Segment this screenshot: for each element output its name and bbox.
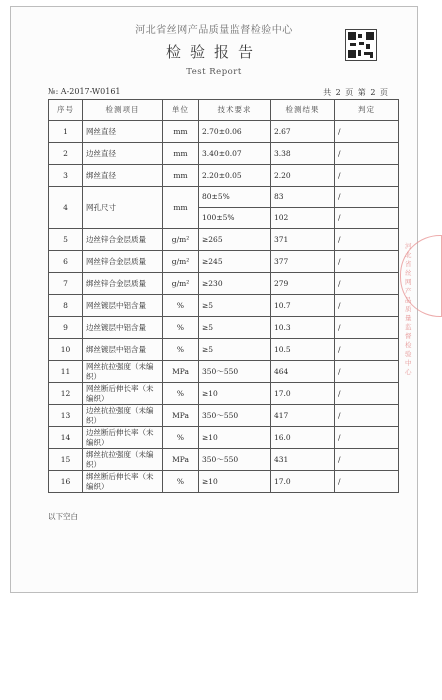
cell-result: 17.0 — [271, 471, 335, 493]
cell-requirement: 3.40±0.07 — [199, 143, 271, 165]
cell-result: 431 — [271, 449, 335, 471]
cell-requirement: 2.20±0.05 — [199, 165, 271, 187]
cell-result: 83 — [271, 187, 335, 208]
cell-result: 377 — [271, 251, 335, 273]
table-row — [49, 449, 399, 471]
cell-no: 11 — [49, 361, 83, 383]
page-indicator: 共 2 页 第 2 页 — [323, 88, 389, 97]
cell-no: 7 — [49, 273, 83, 295]
organization-header: 河北省丝网产品质量监督检验中心 — [135, 25, 293, 36]
cell-verdict: / — [335, 383, 399, 405]
cell-result: 102 — [271, 208, 335, 229]
cell-requirement: ≥10 — [199, 471, 271, 493]
cell-requirement: ≥10 — [199, 383, 271, 405]
table-row — [49, 405, 399, 427]
cell-verdict: / — [335, 121, 399, 143]
cell-result: 464 — [271, 361, 335, 383]
cell-result: 10.7 — [271, 295, 335, 317]
cell-verdict: / — [335, 251, 399, 273]
cell-no: 2 — [49, 143, 83, 165]
test-results-table — [48, 99, 399, 493]
cell-no: 9 — [49, 317, 83, 339]
cell-verdict: / — [335, 405, 399, 427]
table-row — [49, 251, 399, 273]
cell-verdict: / — [335, 471, 399, 493]
cell-no: 4 — [49, 187, 83, 229]
cell-unit: g/m² — [163, 229, 199, 251]
cell-requirement: ≥5 — [199, 295, 271, 317]
cell-requirement: 80±5% — [199, 187, 271, 208]
cell-verdict: / — [335, 427, 399, 449]
cell-result: 279 — [271, 273, 335, 295]
cell-unit: % — [163, 339, 199, 361]
cell-requirement: ≥265 — [199, 229, 271, 251]
cell-item: 边丝抗拉强度（未编织） — [83, 405, 163, 427]
cell-unit: % — [163, 317, 199, 339]
cell-item: 边丝锌合金层质量 — [83, 229, 163, 251]
cell-no: 1 — [49, 121, 83, 143]
cell-no: 14 — [49, 427, 83, 449]
cell-verdict: / — [335, 273, 399, 295]
table-row-mesh-a — [49, 187, 399, 208]
cell-result: 10.3 — [271, 317, 335, 339]
header-unit: 单位 — [163, 100, 199, 121]
cell-unit: MPa — [163, 449, 199, 471]
cell-no: 16 — [49, 471, 83, 493]
cell-item: 网孔尺寸 — [83, 187, 163, 229]
cell-no: 10 — [49, 339, 83, 361]
header-verdict: 判定 — [335, 100, 399, 121]
stamp-text: 河北省丝网产品质量监督检验中心 — [405, 242, 412, 376]
cell-requirement: 350～550 — [199, 361, 271, 383]
table-row — [49, 165, 399, 187]
header-no: 序号 — [49, 100, 83, 121]
cell-verdict: / — [335, 361, 399, 383]
table-row — [49, 361, 399, 383]
cell-unit: % — [163, 427, 199, 449]
cell-item: 绑丝镀层中铝含量 — [83, 339, 163, 361]
cell-no: 12 — [49, 383, 83, 405]
cell-no: 13 — [49, 405, 83, 427]
cell-result: 10.5 — [271, 339, 335, 361]
cell-result: 16.0 — [271, 427, 335, 449]
cell-verdict: / — [335, 229, 399, 251]
cell-item: 绑丝断后伸长率（未编织） — [83, 471, 163, 493]
report-title: 检验报告 — [165, 43, 262, 61]
cell-item: 绑丝抗拉强度（未编织） — [83, 449, 163, 471]
report-number: №: A-2017-W0161 — [48, 87, 121, 96]
table-row — [49, 317, 399, 339]
cell-verdict: / — [335, 208, 399, 229]
cell-result: 3.38 — [271, 143, 335, 165]
table-row — [49, 273, 399, 295]
cell-no: 8 — [49, 295, 83, 317]
cell-result: 2.67 — [271, 121, 335, 143]
cell-item: 网丝断后伸长率（未编织） — [83, 383, 163, 405]
table-row — [49, 339, 399, 361]
cell-item: 绑丝锌合金层质量 — [83, 273, 163, 295]
table-row — [49, 471, 399, 493]
cell-requirement: ≥5 — [199, 339, 271, 361]
table-row — [49, 143, 399, 165]
cell-verdict: / — [335, 143, 399, 165]
report-subtitle: Test Report — [186, 67, 242, 77]
inspection-seal-stamp — [400, 235, 442, 376]
cell-no: 15 — [49, 449, 83, 471]
cell-unit: g/m² — [163, 273, 199, 295]
cell-unit: mm — [163, 143, 199, 165]
table-header-row — [49, 100, 399, 121]
cell-unit: g/m² — [163, 251, 199, 273]
cell-requirement: 100±5% — [199, 208, 271, 229]
cell-unit: MPa — [163, 405, 199, 427]
report-page — [10, 6, 418, 593]
cell-unit: mm — [163, 187, 199, 229]
cell-unit: % — [163, 383, 199, 405]
cell-no: 5 — [49, 229, 83, 251]
cell-requirement: 350～550 — [199, 405, 271, 427]
cell-requirement: 2.70±0.06 — [199, 121, 271, 143]
cell-unit: mm — [163, 165, 199, 187]
table-row — [49, 229, 399, 251]
cell-item: 绑丝直径 — [83, 165, 163, 187]
table-row — [49, 121, 399, 143]
header-item: 检测项目 — [83, 100, 163, 121]
cell-unit: % — [163, 471, 199, 493]
cell-item: 网丝抗拉强度（未编织） — [83, 361, 163, 383]
cell-result: 371 — [271, 229, 335, 251]
footer-note: 以下空白 — [48, 512, 78, 521]
cell-no: 6 — [49, 251, 83, 273]
cell-requirement: ≥230 — [199, 273, 271, 295]
cell-verdict: / — [335, 165, 399, 187]
cell-requirement: ≥10 — [199, 427, 271, 449]
cell-unit: mm — [163, 121, 199, 143]
cell-verdict: / — [335, 187, 399, 208]
cell-requirement: ≥5 — [199, 317, 271, 339]
table-row — [49, 383, 399, 405]
table-row — [49, 427, 399, 449]
cell-requirement: 350～550 — [199, 449, 271, 471]
cell-requirement: ≥245 — [199, 251, 271, 273]
cell-result: 417 — [271, 405, 335, 427]
cell-item: 网丝镀层中铝含量 — [83, 295, 163, 317]
header-result: 检测结果 — [271, 100, 335, 121]
cell-unit: % — [163, 295, 199, 317]
cell-item: 网丝直径 — [83, 121, 163, 143]
cell-verdict: / — [335, 317, 399, 339]
cell-item: 边丝直径 — [83, 143, 163, 165]
cell-result: 17.0 — [271, 383, 335, 405]
cell-unit: MPa — [163, 361, 199, 383]
header-requirement: 技术要求 — [199, 100, 271, 121]
cell-verdict: / — [335, 295, 399, 317]
qr-code-icon — [345, 29, 377, 61]
cell-item: 边丝镀层中铝含量 — [83, 317, 163, 339]
cell-item: 边丝断后伸长率（未编织） — [83, 427, 163, 449]
cell-no: 3 — [49, 165, 83, 187]
cell-verdict: / — [335, 339, 399, 361]
table-row — [49, 295, 399, 317]
cell-verdict: / — [335, 449, 399, 471]
cell-result: 2.20 — [271, 165, 335, 187]
cell-item: 网丝锌合金层质量 — [83, 251, 163, 273]
